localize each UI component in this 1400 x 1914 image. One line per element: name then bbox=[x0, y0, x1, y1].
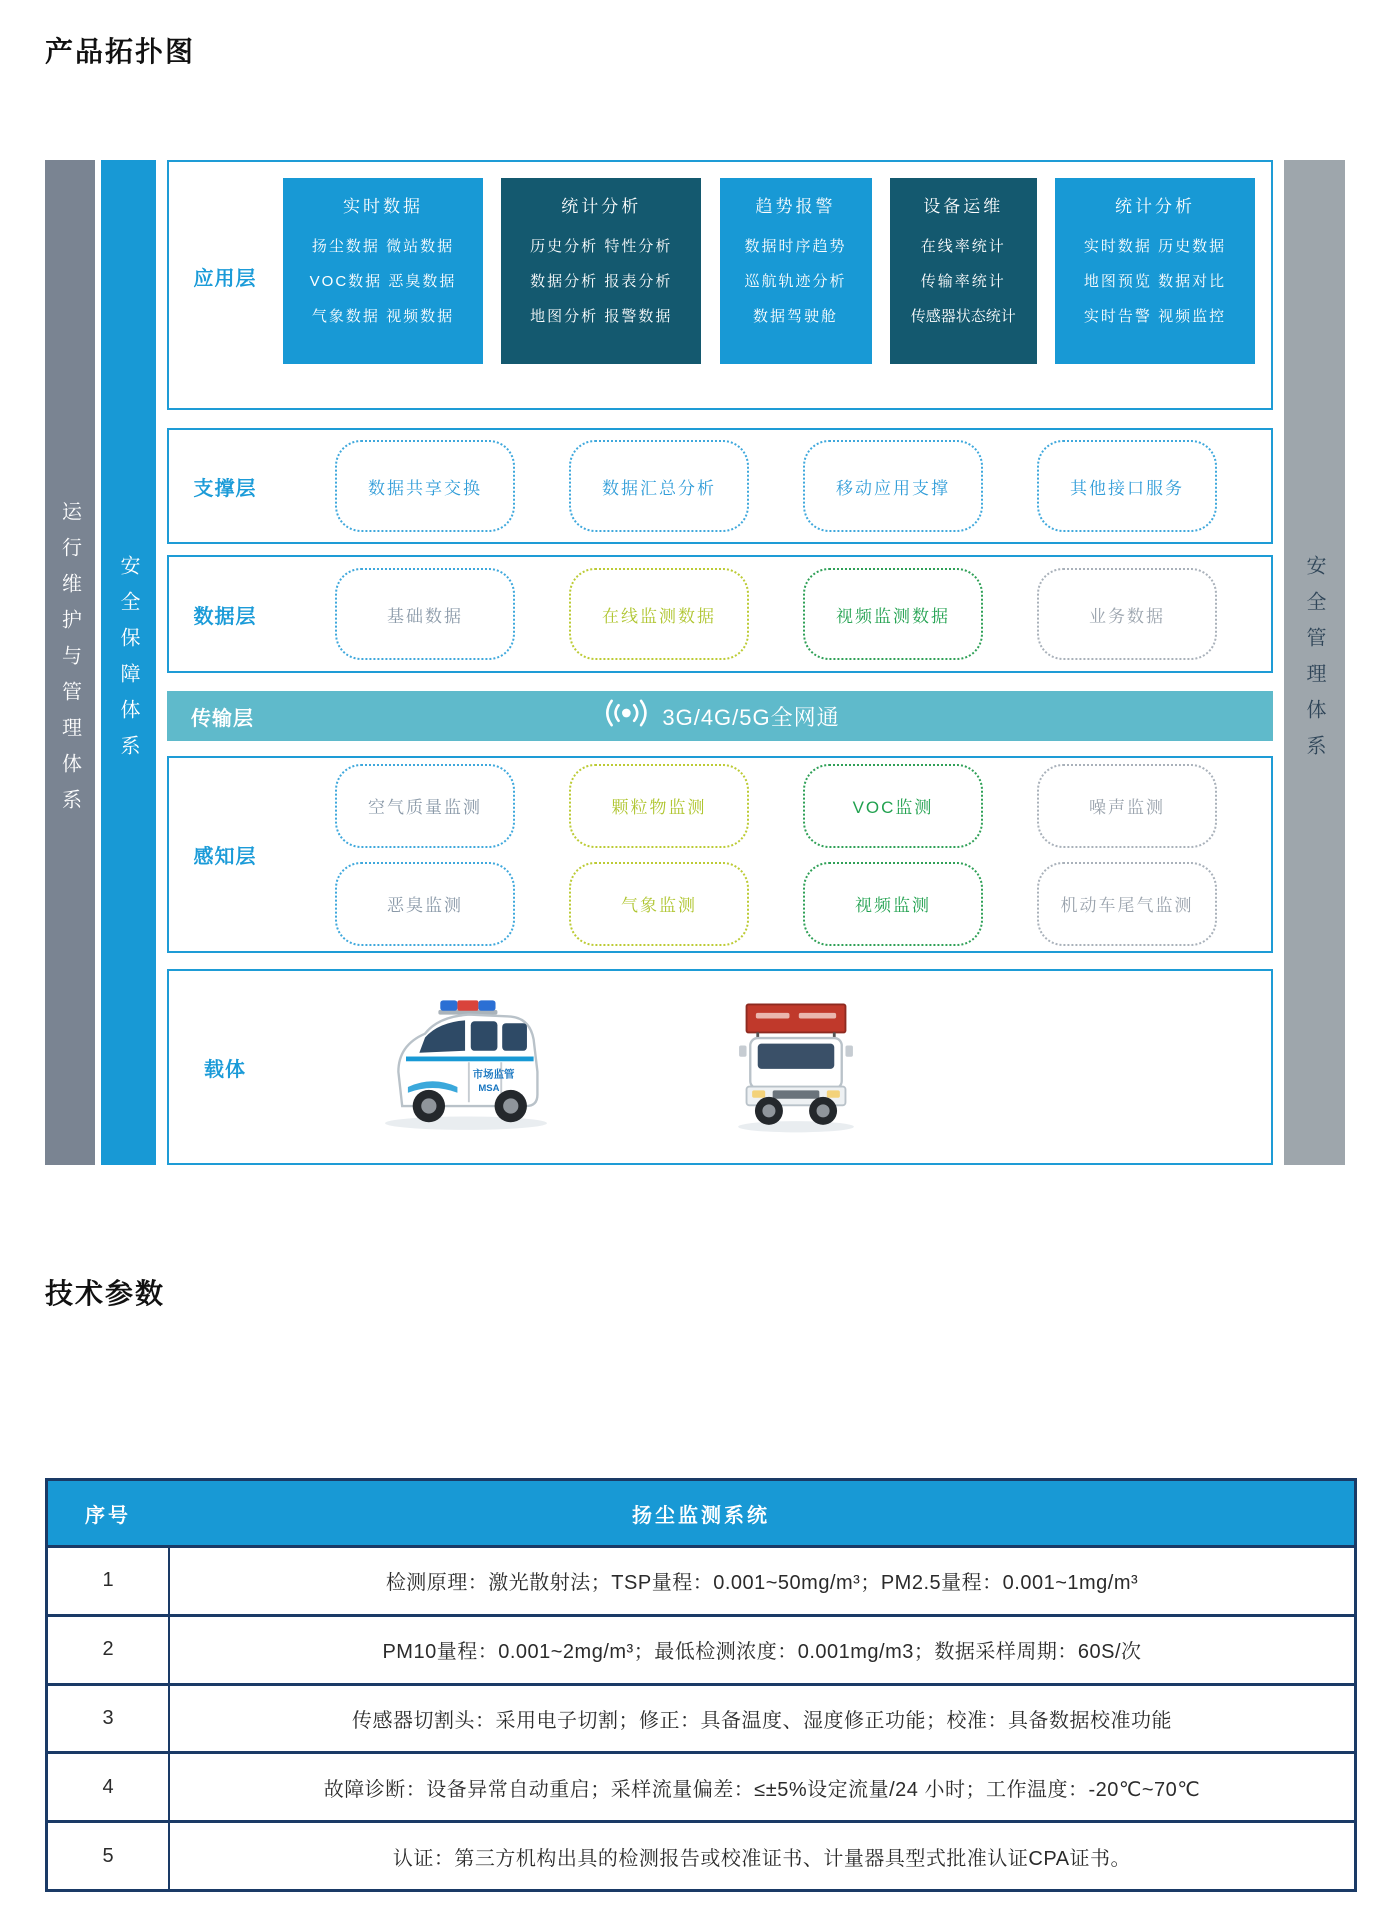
app-box-line: 巡航轨迹分析 bbox=[744, 273, 847, 290]
ops-maintenance-bar-label: 运行维护与管理体系 bbox=[58, 500, 81, 825]
row-number: 1 bbox=[48, 1548, 170, 1614]
app-box-realtime-data bbox=[283, 178, 483, 364]
app-box-trend-alarm bbox=[720, 178, 872, 364]
perception-layer-label: 感知层 bbox=[193, 846, 257, 868]
support-chip-data-summary: 数据汇总分析 bbox=[569, 440, 749, 532]
app-box-statistics-analysis-2 bbox=[1055, 178, 1255, 364]
perception-chip-odor: 恶臭监测 bbox=[335, 862, 515, 946]
security-mgmt-bar-label: 安全管理体系 bbox=[1303, 554, 1325, 771]
app-box-title: 趋势报警 bbox=[755, 197, 836, 216]
header-cell-system: 扬尘监测系统 bbox=[632, 1504, 770, 1527]
params-table bbox=[45, 1478, 1357, 1892]
table-row bbox=[48, 1683, 1354, 1752]
app-box-line: 数据驾驶舱 bbox=[752, 308, 838, 325]
application-boxes bbox=[281, 162, 1271, 364]
app-box-line: 数据分析 报表分析 bbox=[530, 273, 673, 290]
carrier-section bbox=[167, 969, 1273, 1165]
row-text: 检测原理：激光散射法；TSP量程：0.001~50mg/m³；PM2.5量程：0.001~1mg/m³ bbox=[385, 1572, 1139, 1595]
transmission-layer-label: 传输层 bbox=[191, 707, 254, 730]
table-row bbox=[48, 1545, 1354, 1614]
app-box-line: 地图分析 报警数据 bbox=[530, 308, 673, 325]
perception-chip-air-quality: 空气质量监测 bbox=[335, 764, 515, 848]
perception-layer-section bbox=[167, 756, 1273, 953]
support-chip-other-interfaces: 其他接口服务 bbox=[1037, 440, 1217, 532]
topology-main-column bbox=[167, 160, 1273, 1165]
application-layer-label: 应用层 bbox=[193, 268, 257, 290]
app-box-line: 实时告警 视频监控 bbox=[1083, 308, 1227, 325]
table-header-row bbox=[48, 1481, 1354, 1545]
patrol-car-marking-text: 市场监管 bbox=[472, 1069, 515, 1081]
app-box-line: 数据时序趋势 bbox=[744, 238, 847, 255]
app-box-line: VOC数据 恶臭数据 bbox=[309, 273, 457, 290]
patrol-car-marking-text-2: MSA bbox=[478, 1082, 500, 1094]
data-chip-online-monitoring: 在线监测数据 bbox=[569, 568, 749, 660]
app-box-line: 地图预览 数据对比 bbox=[1083, 273, 1227, 290]
app-box-line: 气象数据 视频数据 bbox=[311, 308, 455, 325]
row-text: 故障诊断：设备异常自动重启；采样流量偏差：≤±5%设定流量/24 小时；工作温度：-20℃~70℃ bbox=[323, 1778, 1201, 1801]
support-chip-mobile-app: 移动应用支撑 bbox=[803, 440, 983, 532]
data-chips bbox=[281, 568, 1271, 660]
topology-title: 产品拓扑图 bbox=[45, 37, 196, 68]
transmission-center bbox=[600, 696, 839, 736]
perception-chip-noise: 噪声监测 bbox=[1037, 764, 1217, 848]
application-layer-section bbox=[167, 160, 1273, 410]
transmission-layer-bar bbox=[167, 691, 1273, 741]
data-layer-label: 数据层 bbox=[193, 605, 257, 628]
data-chip-business-data: 业务数据 bbox=[1037, 568, 1217, 660]
support-layer-section bbox=[167, 428, 1273, 544]
app-box-line: 传输率统计 bbox=[920, 273, 1006, 290]
table-row bbox=[48, 1820, 1354, 1889]
app-box-title: 设备运维 bbox=[923, 197, 1004, 216]
app-box-line: 在线率统计 bbox=[920, 238, 1006, 255]
row-text: 传感器切割头：采用电子切割；修正：具备温度、湿度修正功能；校准：具备数据校准功能 bbox=[352, 1709, 1172, 1732]
security-support-bar-label: 安全保障体系 bbox=[117, 554, 139, 771]
carrier-vehicles bbox=[281, 993, 1271, 1141]
security-support-bar bbox=[101, 160, 156, 1165]
row-number: 4 bbox=[48, 1754, 170, 1820]
ops-maintenance-bar bbox=[45, 160, 95, 1165]
support-chip-data-sharing: 数据共享交换 bbox=[335, 440, 515, 532]
security-mgmt-bar bbox=[1284, 160, 1345, 1165]
row-number: 5 bbox=[48, 1823, 170, 1889]
perception-chip-weather: 气象监测 bbox=[569, 862, 749, 946]
carrier-label: 载体 bbox=[204, 1058, 246, 1081]
row-number: 3 bbox=[48, 1686, 170, 1752]
app-box-device-ops bbox=[890, 178, 1037, 364]
table-row bbox=[48, 1614, 1354, 1683]
app-box-line: 传感器状态统计 bbox=[910, 308, 1016, 325]
perception-chip-vehicle-exhaust: 机动车尾气监测 bbox=[1037, 862, 1217, 946]
row-number: 2 bbox=[48, 1617, 170, 1683]
topology-diagram bbox=[45, 160, 1345, 1165]
wifi-signal-icon bbox=[600, 696, 652, 736]
header-cell-no: 序号 bbox=[85, 1504, 131, 1527]
row-text: PM10量程：0.001~2mg/m³；最低检测浓度：0.001mg/m3；数据采样周期：60S/次 bbox=[382, 1641, 1142, 1664]
support-layer-label: 支撑层 bbox=[193, 477, 257, 500]
app-box-line: 历史分析 特性分析 bbox=[530, 238, 673, 255]
app-box-line: 实时数据 历史数据 bbox=[1083, 238, 1227, 255]
params-title: 技术参数 bbox=[45, 1279, 166, 1310]
perception-chip-video: 视频监测 bbox=[803, 862, 983, 946]
app-box-title: 统计分析 bbox=[1115, 197, 1195, 216]
perception-chip-particulate: 颗粒物监测 bbox=[569, 764, 749, 848]
monitoring-truck-image bbox=[726, 993, 866, 1141]
data-layer-section bbox=[167, 555, 1273, 673]
app-box-title: 统计分析 bbox=[561, 197, 642, 216]
data-chip-basic-data: 基础数据 bbox=[335, 568, 515, 660]
app-box-title: 实时数据 bbox=[343, 197, 423, 216]
perception-chip-voc: VOC监测 bbox=[803, 764, 983, 848]
table-row bbox=[48, 1751, 1354, 1820]
support-chips bbox=[281, 440, 1271, 532]
app-box-statistics-analysis bbox=[501, 178, 701, 364]
transmission-text: 3G/4G/5G全网通 bbox=[662, 704, 840, 730]
app-box-line: 扬尘数据 微站数据 bbox=[311, 238, 455, 255]
data-chip-video-monitoring: 视频监测数据 bbox=[803, 568, 983, 660]
patrol-car-image bbox=[366, 993, 566, 1141]
perception-chips bbox=[281, 764, 1271, 946]
row-text: 认证：第三方机构出具的检测报告或校准证书、计量器具型式批准认证CPA证书。 bbox=[392, 1847, 1132, 1870]
